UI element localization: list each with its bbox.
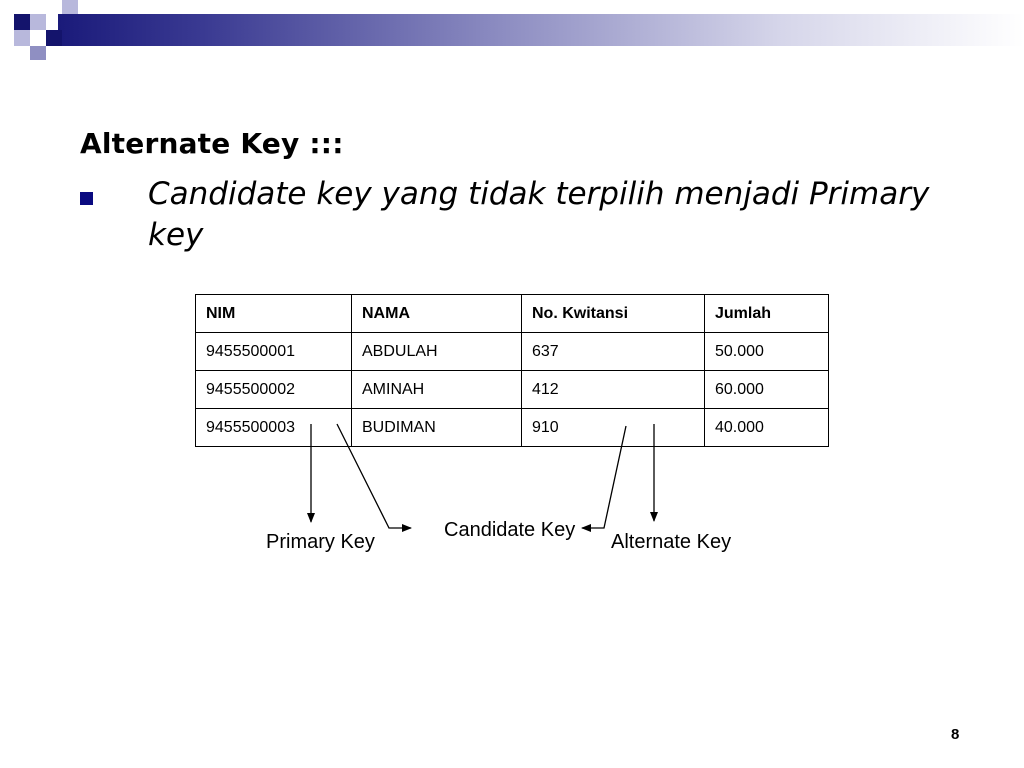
table-cell: 9455500002 [196,371,352,409]
candidate-key-arrow-right [582,426,626,528]
table-cell: 9455500001 [196,333,352,371]
table-cell: AMINAH [352,371,522,409]
table-cell: 50.000 [705,333,829,371]
table-cell: 412 [522,371,705,409]
primary-key-label: Primary Key [266,531,375,553]
table-cell: 910 [522,409,705,447]
candidate-key-label: Candidate Key [444,519,576,541]
column-header-nim: NIM [196,295,352,333]
column-header-no-kwitansi: No. Kwitansi [522,295,705,333]
slide-heading: Alternate Key ::: [80,127,344,160]
column-header-nama: NAMA [352,295,522,333]
table-cell: ABDULAH [352,333,522,371]
table-cell: 60.000 [705,371,829,409]
table-cell: BUDIMAN [352,409,522,447]
alternate-key-label: Alternate Key [611,531,732,553]
candidate-key-arrow-left [337,424,411,528]
table-cell: 9455500003 [196,409,352,447]
column-header-jumlah: Jumlah [705,295,829,333]
page-number: 8 [951,726,960,743]
table-cell: 40.000 [705,409,829,447]
bullet-text: Candidate key yang tidak terpilih menjadi Primary key [148,176,930,253]
table-cell: 637 [522,333,705,371]
